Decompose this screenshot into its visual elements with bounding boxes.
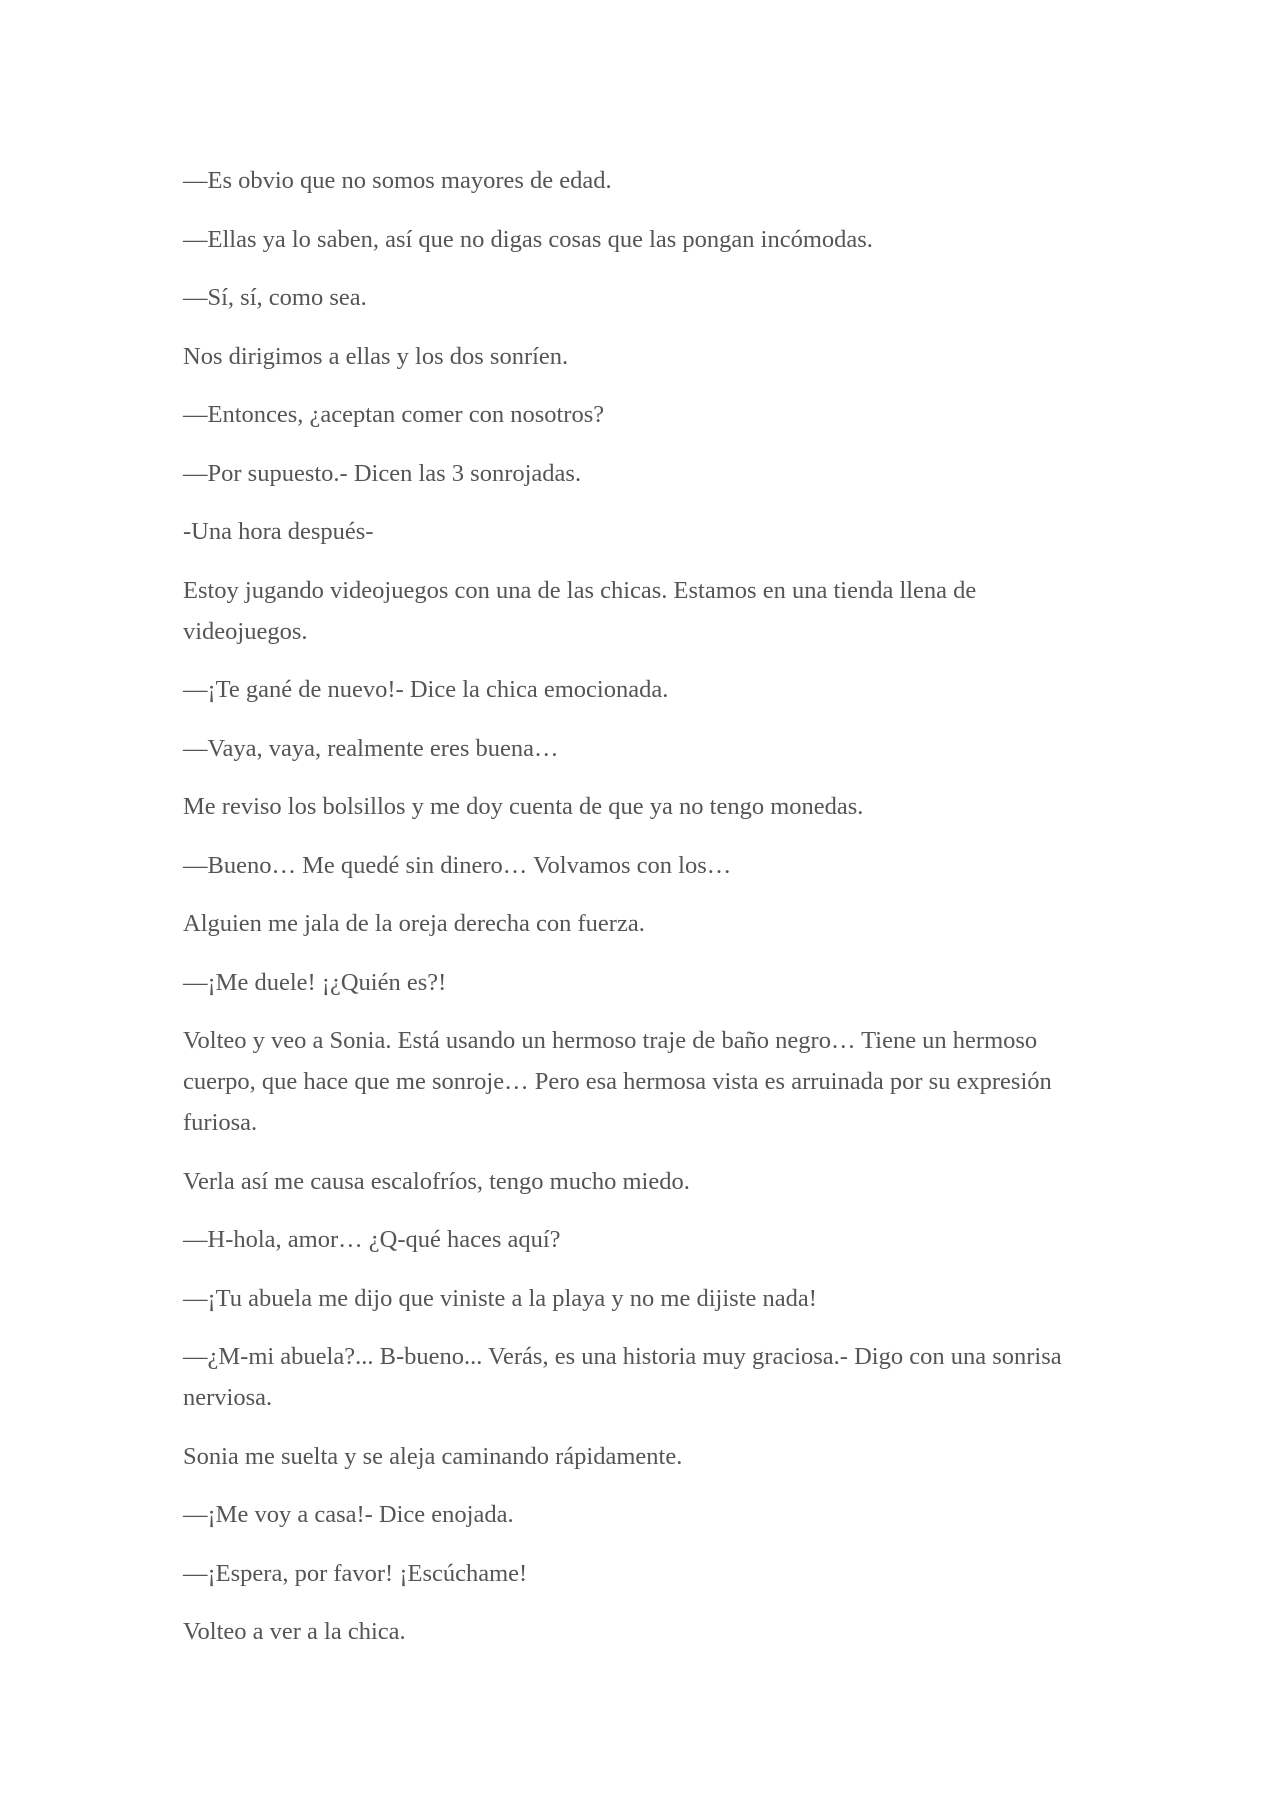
paragraph: —¡Espera, por favor! ¡Escúchame!	[183, 1559, 528, 1587]
paragraph: —¿M-mi abuela?... B-bueno... Verás, es una historia muy graciosa.- Digo con una sonrisa nerviosa.	[183, 1343, 1062, 1411]
document-body	[183, 160, 1103, 1670]
paragraph: Volteo y veo a Sonia. Está usando un hermoso traje de baño negro… Tiene un hermoso cuerpo, que hace que me sonroje… Pero esa hermosa vista es arruinada por su expresión furiosa.	[183, 1027, 1052, 1136]
paragraph: —Es obvio que no somos mayores de edad.	[183, 167, 612, 194]
paragraph: —Vaya, vaya, realmente eres buena…	[183, 734, 559, 762]
paragraph: Sonia me suelta y se aleja caminando rápidamente.	[183, 1442, 683, 1470]
paragraph: —¡Me voy a casa!- Dice enojada.	[183, 1501, 514, 1528]
paragraph: —Por supuesto.- Dicen las 3 sonrojadas.	[183, 459, 582, 487]
paragraph: —Sí, sí, como sea.	[183, 284, 367, 311]
paragraph: —Ellas ya lo saben, así que no digas cosas que las pongan incómodas.	[183, 225, 873, 253]
paragraph: -Una hora después-	[183, 518, 374, 545]
paragraph: —Bueno… Me quedé sin dinero… Volvamos con los…	[183, 851, 732, 879]
paragraph: Volteo a ver a la chica.	[183, 1618, 406, 1645]
paragraph: Alguien me jala de la oreja derecha con fuerza.	[183, 910, 645, 937]
paragraph: —H-hola, amor… ¿Q-qué haces aquí?	[183, 1226, 561, 1253]
paragraph: —¡Te gané de nuevo!- Dice la chica emocionada.	[183, 676, 669, 703]
paragraph: —¡Tu abuela me dijo que viniste a la playa y no me dijiste nada!	[183, 1284, 817, 1312]
paragraph: Me reviso los bolsillos y me doy cuenta de que ya no tengo monedas.	[183, 793, 864, 820]
paragraph: Nos dirigimos a ellas y los dos sonríen.	[183, 342, 569, 370]
paragraph: —¡Me duele! ¡¿Quién es?!	[183, 968, 447, 996]
paragraph: —Entonces, ¿aceptan comer con nosotros?	[183, 401, 605, 428]
paragraph: Estoy jugando videojuegos con una de las chicas. Estamos en una tienda llena de videojuegos.	[183, 576, 977, 645]
paragraph: Verla así me causa escalofríos, tengo mucho miedo.	[183, 1167, 690, 1195]
